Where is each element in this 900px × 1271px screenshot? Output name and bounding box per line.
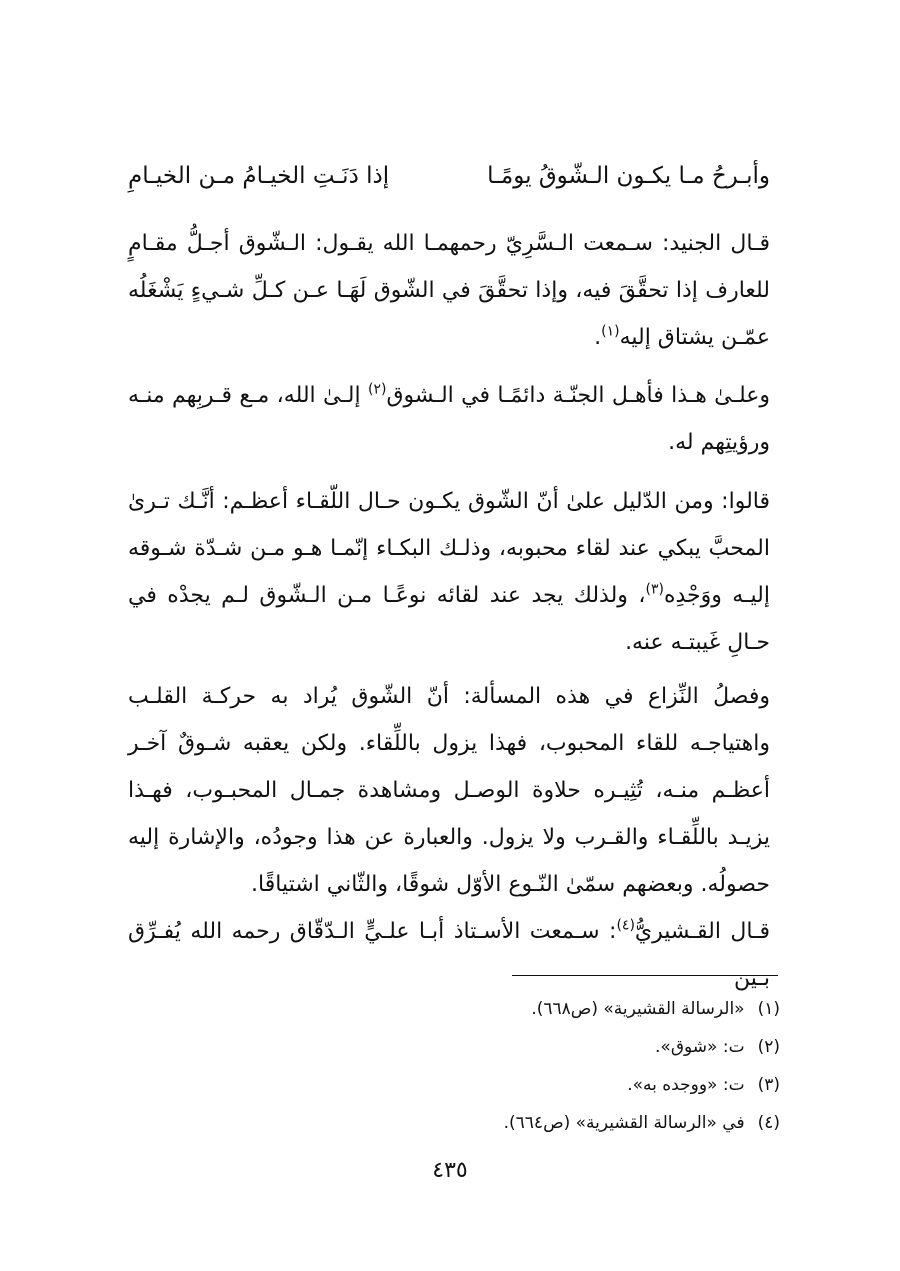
verse-second-hemistich: إذا دَنَـتِ الخيـامُ مـن الخيـامِ xyxy=(128,163,390,189)
footnote-item: (٣) ت: «ووجده به». xyxy=(627,1075,780,1095)
footnote-separator xyxy=(512,975,778,976)
footnote-item: (٢) ت: «شوق». xyxy=(655,1037,780,1057)
paragraph-dispute: وفصلُ النِّزاع في هذه المسألة: أنّ الشّوق يُراد به حركـة القلـب واهتياجـه للقاء المحبوب، فهذا يزول باللِّقاء. ولكن يعقبه شـوقٌ آخـر أعظـم منـه، تُثِيـره حلاوة الوصـل ومشاهدة جمـال المحبـوب، فهـذا يزيـد باللِّقـاء والقـرب ولا يزول. والعبارة عن هذا وجودُه، والإشارة إليه حصولُه. وبعضهم سمّىٰ النّـوع الأوّل شوقًا، والثّاني اشتياقًا. xyxy=(128,684,770,897)
footnote-item: (٤) في «الرسالة القشيرية» (ص٦٦٤). xyxy=(503,1113,780,1133)
footnote-ref-1: (١) xyxy=(601,323,620,340)
page-number: ٤٣٥ xyxy=(432,1158,468,1183)
footnote-ref-3: (٣) xyxy=(645,581,664,598)
footnote-item: (١) «الرسالة القشيرية» (ص٦٦٨). xyxy=(531,999,780,1019)
paragraph-evidence: قالوا: ومن الدّليل علىٰ أنّ الشّوق يكـون حـال اللّقـاء أعظـم: أنَّـك تـرىٰ المحبَّ يبكي عند لقاء محبوبه، وذلـك البكـاء إنّمـا هـو مـن شـدّة شـوقه إليـه ووَجْدِه$^{(٣)}$، ولذلك يجد عند لقائه نوعًـا مـن الـشّوق لـم يجدْه في حـالِ غَيبتـه عنه. xyxy=(128,489,771,655)
paragraph-qushayri: قـال القـشيريُّ$^{(٤)}$: سـمعت الأسـتاذ أبـا علـيٍّ الـدّقّاق رحمه الله يُفـرِّق بـين xyxy=(128,917,771,991)
verse-first-hemistich: وأبـرحُ مـا يكـون الـشّوقُ يومًـا xyxy=(487,163,770,189)
poetry-verse xyxy=(128,163,770,203)
footnote-ref-4: (٤) xyxy=(616,917,635,934)
footnote-ref-2: (٢) xyxy=(367,381,387,398)
footnotes xyxy=(128,990,780,1142)
paragraph-paradise: وعلـىٰ هـذا فأهـل الجنّـة دائمًـا في الـشوق$^{(٢)}$ إلـىٰ الله، مـع قـربِهم منـه ورؤيتِهم له. xyxy=(128,381,770,455)
paragraph-junayd: قـال الجنيد: سـمعت الـسَّرِيّ رحمهمـا الله يقـول: الـشّوق أجـلُّ مقـامٍ للعارف إذا تحقَّقَ فيه، وإذا تحقَّقَ في الشّوق لَهَـا عـن كـلِّ شـيءٍ يَشْغَلُه عمّـن يشتاق إليه$^{(١)}$. xyxy=(128,231,770,350)
